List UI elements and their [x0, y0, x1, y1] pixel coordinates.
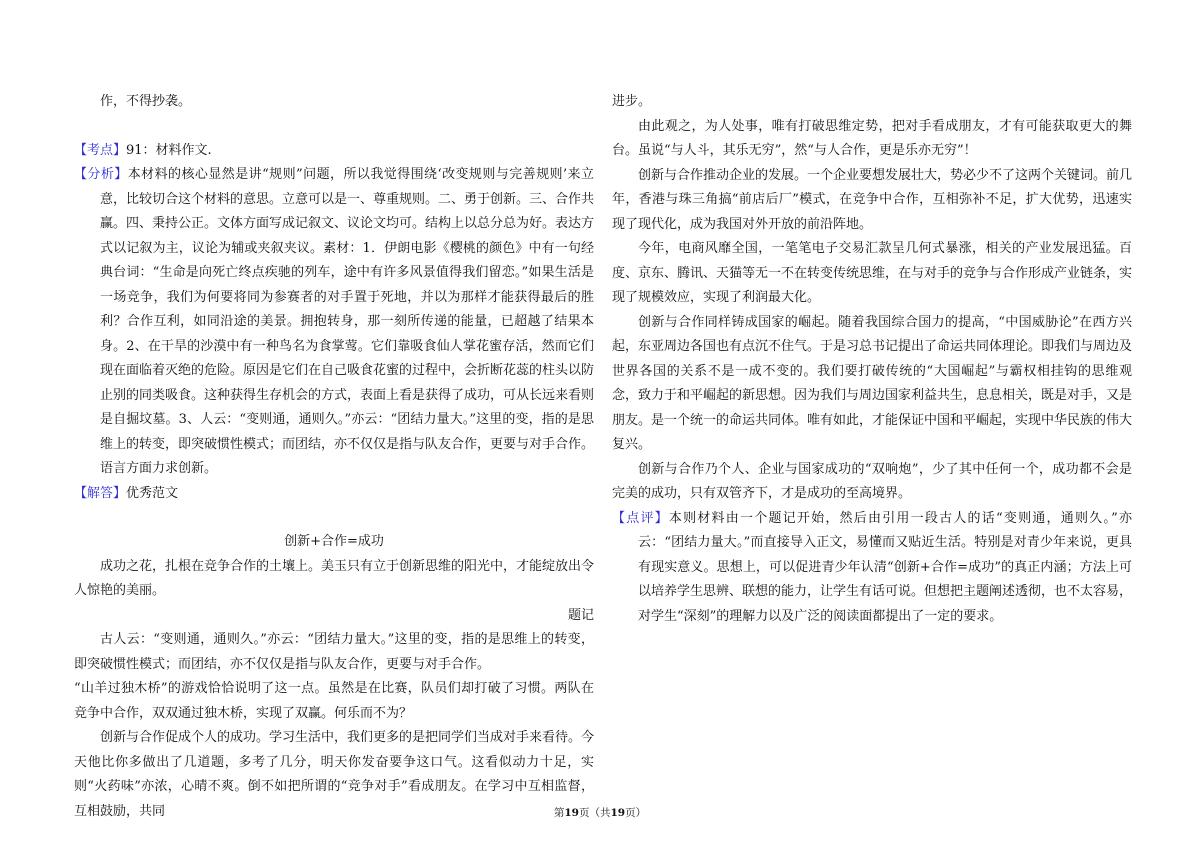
- essay-paragraph: 创新与合作促成个人的成功。学习生活中，我们更多的是把同学们当成对手来看待。今天他比你多做出了几道题，多考了几分，明天你发奋要争这口气。这看似动力十足，实则“火药味”亦浓，心晴不爽。倒不如把所谓的“竞争对手”看成朋友。在学习中互相监督，互相鼓励，共同: [74, 730, 595, 819]
- epigraph-mark: 题记: [567, 607, 594, 623]
- dianping-text: 本则材料由一个题记开始，然后由引用一段古人的话“变则通，通则久。”亦云：“团结力量大。”而直接导入正文，易懂而又贴近生活。特别是对青少年来说，更具有现实意义。思想上，可以促进青少年认清“创新+合作=成功”的真正内涵；方法上可以培养学生思辨、联想的能力，让学生有话可说。但想把主题阐述透彻，也不太容易，对学生“深刻”的理解力以及广泛的阅读面都提出了一定的要求。: [638, 510, 1133, 624]
- essay-paragraph: 进步。: [612, 94, 652, 109]
- fenxi-tag: 【分析】: [74, 167, 128, 182]
- essay-paragraph: 古人云：“变则通，通则久。”亦云：“团结力量大。”这里的变，指的是思维上的转变，即突破惯性模式；而团结，亦不仅仅是指与队友合作，更要与对手合作。: [74, 632, 594, 672]
- footer-mid: 页（共: [579, 807, 611, 819]
- fenxi-text: 本材料的核心显然是讲“规则”问题，所以我觉得围绕‘改变规则与完善规则’来立意，比较切合这个材料的意思。立意可以是一、尊重规则。二、勇于创新。三、合作共赢。四、秉持公正。文体方面写成记叙文、议论文均可。结构上以总分总为好。表达方式以记叙为主，议论为辅或夹叙夹议。素材：1．伊朗电影《樱桃的颜色》中有一句经典台词：“生命是向死亡终点疾驰的列车，途中有许多风景值得我们留恋。”如果生活是一场竞争，我们为何要将同为参赛者的对手置于死地，并以为那样才能获得最后的胜利？合作互利，如同沿途的美景。拥抱转身，那一刻所传递的能量，已超越了结果本身。2、在干旱的沙漠中有一种鸟名为食掌莺。它们靠吸食仙人掌花蜜存活，然而它们现在面临着灭绝的危险。原因是它们在自己吸食花蜜的过程中，会折断花蕊的柱头以防止别的同类吸食。这种获得生存机会的方式，表面上看是获得了成功，可从长远来看则是自掘坟墓。3、人云：“变则通，通则久。”亦云：“团结力量大。”这里的变，指的是思维上的转变，即突破惯性模式；而团结，亦不仅仅是指与队友合作，更要与对手合作。语言方面力求创新。: [100, 167, 595, 476]
- essay-paragraph: 今年，电商风靡全国，一笔笔电子交易汇款呈几何式暴涨，相关的产业发展迅猛。百度、京东、腾讯、天猫等无一不在转变传统思维，在与对手的竞争与合作形成产业链条，实现了规模效应，实现了利润最大化。: [612, 241, 1133, 305]
- page-footer: [0, 805, 1200, 820]
- essay-paragraph: 创新与合作同样铸成国家的崛起。随着我国综合国力的提高，“中国威胁论”在西方兴起，东亚周边各国也有点沉不住气。于是习总书记提出了命运共同体理论。即我们与周边及世界各国的关系不是一成不变的。我们要打破传统的“大国崛起”与霸权相挂钩的思维观念，致力于和平崛起的新思想。因为我们与周边国家利益共生，息息相关，既是对手，又是朋友。是一个统一的命运共同体。唯有如此，才能保证中国和平崛起，实现中华民族的伟大复兴。: [612, 314, 1133, 452]
- essay-paragraph: 创新与合作乃个人、企业与国家成功的“双响炮”，少了其中任何一个，成功都不会是完美的成功，只有双管齐下，才是成功的至高境界。: [612, 461, 1132, 501]
- right-column: [612, 90, 1132, 629]
- left-column: [74, 90, 594, 824]
- footer-suffix: 页）: [625, 807, 647, 819]
- kaodian-tag: 【考点】: [74, 142, 127, 158]
- essay-paragraph: 创新与合作推动企业的发展。一个企业要想发展壮大，势必少不了这两个关键词。前几年，香港与珠三角搞“前店后厂”模式，在竞争中合作，互相弥补不足，扩大优势，迅速实现了现代化，成为我国对外开放的前沿阵地。: [612, 167, 1133, 232]
- jieda-text: 优秀范文: [126, 485, 179, 501]
- total-pages: 19: [610, 807, 626, 819]
- jieda-section: [74, 482, 594, 507]
- continued-text: 作，不得抄袭。: [100, 94, 192, 109]
- fenxi-section: [74, 163, 594, 482]
- dianping-tag: 【点评】: [612, 510, 669, 526]
- essay-paragraph: 成功之花，扎根在竞争合作的土壤上。美玉只有立于创新思维的阳光中，才能绽放出令人惊艳的美丽。: [74, 558, 595, 598]
- essay-title: 创新+合作=成功: [284, 534, 384, 549]
- essay-paragraph: “山羊过独木桥”的游戏恰恰说明了这一点。虽然是在比赛，队员们却打破了习惯。两队在竞争中合作，双双通过独木桥，实现了双赢。何乐而不为？: [74, 681, 594, 721]
- spacer: [74, 506, 594, 530]
- footer-prefix: 第: [553, 807, 565, 819]
- kaodian-text: 91：材料作文.: [126, 142, 212, 158]
- page-number: 19: [564, 807, 579, 819]
- kaodian-section: [74, 139, 594, 164]
- spacer: [74, 115, 594, 139]
- essay-paragraph: 由此观之，为人处事，唯有打破思维定势，把对手看成朋友，才有可能获取更大的舞台。虽说“与人斗，其乐无穷”，然“与人合作，更是乐亦无穷”！: [612, 118, 1132, 158]
- dianping-section: [612, 507, 1132, 630]
- jieda-tag: 【解答】: [74, 485, 127, 501]
